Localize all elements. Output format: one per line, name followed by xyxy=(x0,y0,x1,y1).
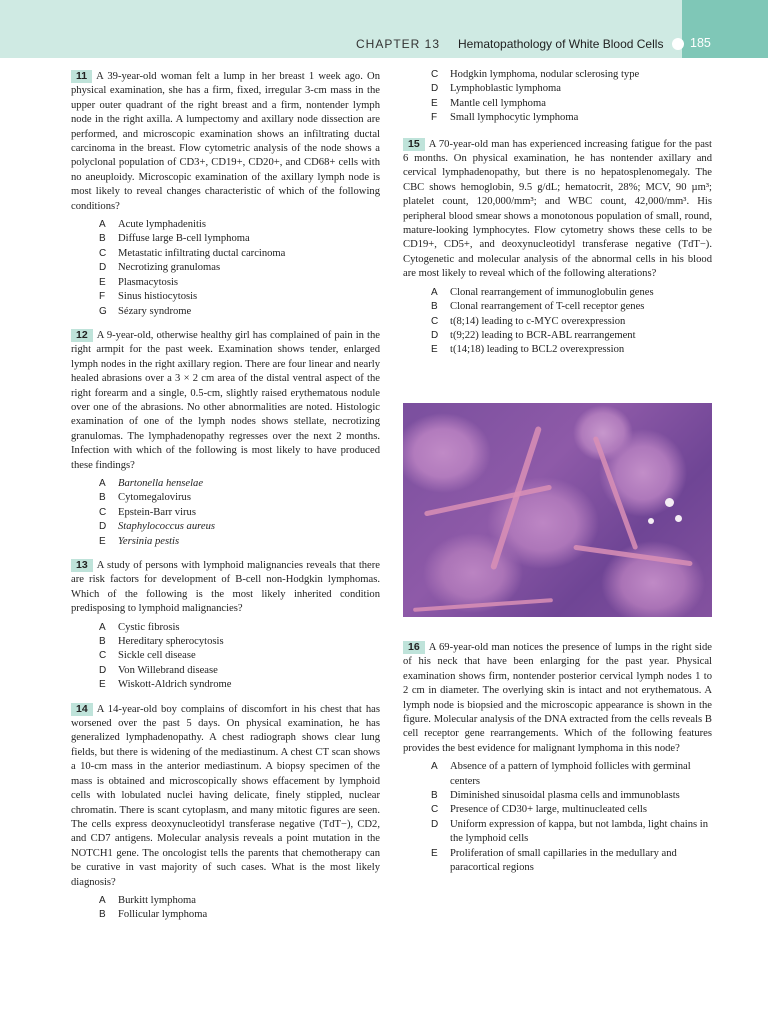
option-letter: A xyxy=(99,621,106,633)
answer-option[interactable] xyxy=(403,97,712,111)
option-letter: F xyxy=(99,291,106,303)
answer-option[interactable] xyxy=(71,678,380,692)
lymph-node-micrograph xyxy=(403,403,712,617)
option-text: Clonal rearrangement of immunoglobulin genes xyxy=(450,286,654,298)
option-text: Proliferation of small capillaries in the medullary and paracortical regions xyxy=(450,847,677,874)
option-letter: A xyxy=(431,761,438,773)
left-column xyxy=(71,70,380,923)
option-letter: D xyxy=(99,521,107,533)
option-text: Burkitt lymphoma xyxy=(118,894,196,906)
answer-option[interactable] xyxy=(71,649,380,663)
option-text: Necrotizing granulomas xyxy=(118,262,221,274)
question-14 xyxy=(71,703,380,923)
chapter-label: CHAPTER 13 xyxy=(356,37,441,51)
option-text: Cytomegalovirus xyxy=(118,492,191,504)
answer-option[interactable] xyxy=(71,290,380,304)
right-column xyxy=(403,68,712,358)
option-text: Plasmacytosis xyxy=(118,276,179,288)
option-letter: B xyxy=(99,909,106,921)
answer-option[interactable] xyxy=(403,789,712,803)
option-text: t(14;18) leading to BCL2 overexpression xyxy=(450,344,625,356)
option-text: Diffuse large B-cell lymphoma xyxy=(118,233,250,245)
option-letter: A xyxy=(99,477,106,489)
chapter-title: Hematopathology of White Blood Cells xyxy=(458,37,664,51)
option-text: Absence of a pattern of lymphoid follicles with germinal centers xyxy=(450,761,691,787)
page-marker-dot xyxy=(672,38,684,50)
answer-option[interactable] xyxy=(403,300,712,314)
option-letter: C xyxy=(99,650,107,662)
answer-option[interactable] xyxy=(71,232,380,246)
question-15 xyxy=(403,138,712,358)
option-letter: C xyxy=(99,247,107,259)
answer-option[interactable] xyxy=(71,894,380,908)
answer-option[interactable] xyxy=(403,286,712,300)
option-letter: A xyxy=(99,894,106,906)
option-text: Sinus histiocytosis xyxy=(118,291,198,303)
question-number: 11 xyxy=(71,70,92,83)
option-letter: E xyxy=(431,847,438,859)
answer-option[interactable] xyxy=(403,68,712,82)
question-number: 13 xyxy=(71,559,93,572)
option-text: Epstein-Barr virus xyxy=(118,506,196,518)
answer-option[interactable] xyxy=(403,343,712,357)
option-text: Wiskott-Aldrich syndrome xyxy=(118,679,232,691)
answer-options xyxy=(71,621,380,693)
answer-options xyxy=(71,894,380,923)
option-text: Staphylococcus aureus xyxy=(118,521,215,533)
answer-option[interactable] xyxy=(71,635,380,649)
option-text: Bartonella henselae xyxy=(118,477,204,489)
question-11 xyxy=(71,70,380,319)
answer-option[interactable] xyxy=(71,908,380,922)
option-text: Acute lymphadenitis xyxy=(118,219,206,231)
option-letter: D xyxy=(431,818,439,830)
option-letter: D xyxy=(431,329,439,341)
option-text: Sézary syndrome xyxy=(118,305,192,317)
answer-option[interactable] xyxy=(71,664,380,678)
answer-option[interactable] xyxy=(71,477,380,491)
option-text: Clonal rearrangement of T-cell receptor genes xyxy=(450,301,645,313)
answer-option[interactable] xyxy=(403,803,712,817)
option-text: Cystic fibrosis xyxy=(118,621,180,633)
answer-option[interactable] xyxy=(403,329,712,343)
answer-options-continued xyxy=(403,68,712,126)
option-text: t(8;14) leading to c-MYC overexpression xyxy=(450,315,626,327)
answer-option[interactable] xyxy=(71,621,380,635)
option-letter: D xyxy=(99,262,107,274)
option-letter: E xyxy=(99,679,106,691)
answer-option[interactable] xyxy=(403,111,712,125)
question-stem: A 14-year-old boy complains of discomfort in his chest that has worsened over the past 5 days. On physical examination, he has generalized lymphadenopathy. A chest radiograph shows clear lung fields, but there is widening of the mediastinum. A chest CT scan shows a 10-cm mass in the anterior mediastinum. A biopsy specimen of the mass is obtained and microscopically shows effacement by lymphoid cells with lobulated nuclei having delicate, finely stippled, nuclear chromatin. There is scant cytoplasm, and many mitotic figures are seen. The cells express deoxynucleotidyl transferase negative (TdT−), CD2, and CD7 antigens. Molecular analysis reveals a point mutation in the NOTCH1 gene. The oncologist tells the parents that chemotherapy can be curative in vast majority of such cases. What is the most likely diagnosis? xyxy=(71,703,380,888)
option-letter: B xyxy=(431,790,438,802)
option-text: Mantle cell lymphoma xyxy=(450,97,546,109)
question-stem: A 69-year-old man notices the presence of lumps in the right side of his neck that have been enlarging for the past year. Physical examination shows firm, nontender posterior cervical lymph nodes 1 to 2 cm in diameter. The overlying skin is intact and not erythematous. A lymph node is biopsied and the microscopic appearance is shown in the figure. Molecular analysis of the DNA extracted from the cells reveals B cell receptor gene rearrangements. Which of the following features provides the best evidence for malignant lymphoma in this node? xyxy=(403,642,712,754)
answer-option[interactable] xyxy=(403,315,712,329)
answer-option[interactable] xyxy=(403,760,712,789)
option-text: Von Willebrand disease xyxy=(118,664,218,676)
option-text: Small lymphocytic lymphoma xyxy=(450,112,579,124)
option-text: Hereditary spherocytosis xyxy=(118,636,224,648)
option-letter: C xyxy=(431,69,439,80)
question-number: 15 xyxy=(403,138,425,151)
answer-option[interactable] xyxy=(71,276,380,290)
option-letter: E xyxy=(431,97,438,109)
option-letter: F xyxy=(431,112,438,124)
option-text: Lymphoblastic lymphoma xyxy=(450,83,561,95)
option-text: Uniform expression of kappa, but not lambda, light chains in the lymphoid cells xyxy=(450,818,709,845)
option-letter: A xyxy=(431,286,438,298)
option-text: t(9;22) leading to BCR-ABL rearrangement xyxy=(450,329,636,341)
question-stem: A 70-year-old man has experienced increasing fatigue for the past 6 months. On physical examination, he has nontender axillary and cervical lymphadenopathy, but there is no hepatosplenomegaly. The CBC shows hemoglobin, 9.5 g/dL; hematocrit, 28%; MCV, 90 µm³; platelet count, 120,000/mm³; and WBC count, 42,000/mm³. His peripheral blood smear shows a monotonous population of small, round, mature-looking lymphocytes. Flow cytometry shows these cells to be CD19+, CD5+, and deoxynucleotidyl transferase negative (TdT−). Cytogenetic and molecular analysis of the abnormal cells in his blood are most likely to reveal which of the following alterations? xyxy=(403,138,712,280)
answer-options xyxy=(403,286,712,358)
option-letter: B xyxy=(99,233,106,245)
option-letter: B xyxy=(431,301,438,313)
answer-option[interactable] xyxy=(403,847,712,876)
option-text: Presence of CD30+ large, multinucleated cells xyxy=(450,804,647,816)
option-letter: C xyxy=(99,506,107,518)
page-number: 185 xyxy=(690,36,711,50)
option-letter: C xyxy=(431,804,439,816)
answer-option[interactable] xyxy=(71,261,380,275)
option-text: Yersinia pestis xyxy=(118,535,180,547)
option-letter: D xyxy=(431,83,439,95)
question-stem: A study of persons with lymphoid malignancies reveals that there are risk factors for development of B-cell non-Hodgkin lymphomas. Which of the following is the most likely inherited condition predisposing to lymphoid malignancies? xyxy=(71,560,380,615)
question-number: 16 xyxy=(403,641,425,654)
option-text: Metastatic infiltrating ductal carcinoma xyxy=(118,247,286,259)
option-text: Hodgkin lymphoma, nodular sclerosing type xyxy=(450,69,640,80)
question-13 xyxy=(71,559,380,693)
option-text: Sickle cell disease xyxy=(118,650,196,662)
answer-option[interactable] xyxy=(71,506,380,520)
question-stem: A 9-year-old, otherwise healthy girl has complained of pain in the right armpit for the past week. Examination shows tender, enlarged lymph nodes in the right axillary region. There are four linear and nearly healed abrasions over a 3 × 2 cm area of the distal ventral aspect of the right forearm and a single, 0.5-cm, slightly raised erythematous nodule over one of the abrasions. No other abnormalities are noted. Histologic examination of one of the lymph nodes shows stellate, necrotizing granulomas. The lymphadenopathy regresses over the next 2 months. Infection with which of the following is most likely to have produced these findings? xyxy=(71,329,380,471)
option-text: Follicular lymphoma xyxy=(118,909,208,921)
answer-option[interactable] xyxy=(71,491,380,505)
answer-options xyxy=(71,477,380,549)
option-letter: G xyxy=(99,305,107,317)
option-letter: E xyxy=(99,535,106,547)
option-letter: A xyxy=(99,219,106,231)
question-12 xyxy=(71,329,380,549)
answer-option[interactable] xyxy=(71,305,380,319)
option-letter: E xyxy=(99,276,106,288)
option-letter: E xyxy=(431,344,438,356)
option-letter: B xyxy=(99,492,106,504)
answer-option[interactable] xyxy=(71,535,380,549)
option-letter: D xyxy=(99,664,107,676)
answer-option[interactable] xyxy=(71,520,380,534)
option-letter: B xyxy=(99,636,106,648)
answer-option[interactable] xyxy=(403,818,712,847)
answer-options xyxy=(71,218,380,319)
answer-option[interactable] xyxy=(71,247,380,261)
option-text: Diminished sinusoidal plasma cells and immunoblasts xyxy=(450,790,680,802)
question-16 xyxy=(403,641,712,876)
option-letter: C xyxy=(431,315,439,327)
question-number: 12 xyxy=(71,329,93,342)
answer-options xyxy=(403,760,712,875)
answer-option[interactable] xyxy=(403,82,712,96)
answer-option[interactable] xyxy=(71,218,380,232)
question-number: 14 xyxy=(71,703,93,716)
question-stem: A 39-year-old woman felt a lump in her breast 1 week ago. On physical examination, she has a firm, fixed, irregular 3-cm mass in the upper outer quadrant of the right breast and a firm, nontender lymph node in the right axilla. A lumpectomy and axillary node dissection are performed, and microscopic examination shows an infiltrating ductal carcinoma in the breast. Flow cytometric analysis of the node shows a polyclonal population of CD3+, CD19+, CD20+, and CD68+ cells with no aneuploidy. Microscopic examination of the axillary lymph node is most likely to reveal changes characteristic of which of the following conditions? xyxy=(71,71,380,212)
